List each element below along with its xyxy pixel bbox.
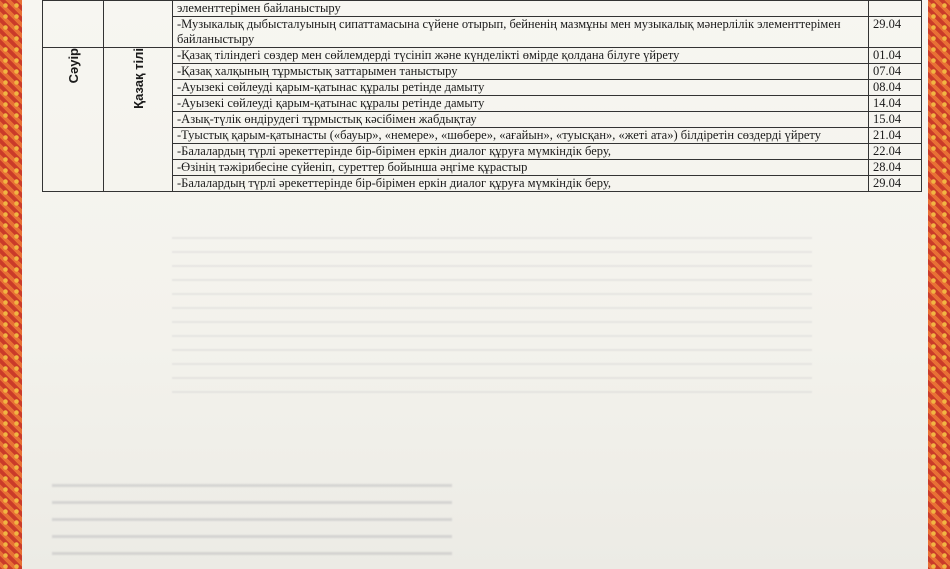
bleed-through-text — [172, 225, 812, 405]
date-cell — [869, 1, 922, 17]
topic-cell: -Қазақ тіліндегі сөздер мен сөйлемдерді түсініп және күнделікті өмірде қолдана білуге үйрету — [173, 48, 869, 64]
month-cell-prev — [43, 1, 104, 48]
subject-cell-prev — [104, 1, 173, 48]
table-row — [43, 1, 922, 17]
date-cell: 21.04 — [869, 128, 922, 144]
topic-cell: -Қазақ халқының тұрмыстық заттарымен таныстыру — [173, 64, 869, 80]
table-row — [43, 160, 922, 176]
table-row — [43, 128, 922, 144]
topic-cell: -Ауызекі сөйлеуді қарым-қатынас құралы ретінде дамыту — [173, 96, 869, 112]
date-cell: 01.04 — [869, 48, 922, 64]
table-row — [43, 48, 922, 64]
topic-cell: -Азық-түлік өндірудегі тұрмыстық кәсібімен жабдықтау — [173, 112, 869, 128]
table-row — [43, 96, 922, 112]
table-row — [43, 144, 922, 160]
table-row — [43, 80, 922, 96]
topic-cell: -Өзінің тәжірибесіне сүйеніп, суреттер бойынша әңгіме құрастыр — [173, 160, 869, 176]
date-cell: 15.04 — [869, 112, 922, 128]
topic-cell: элементтерімен байланыстыру — [173, 1, 869, 17]
topic-cell: -Музыкалық дыбысталуының сипаттамасына сүйене отырып, бейненің мазмұны мен музыкалық мәнерлілік элементтерімен байланыстыру — [173, 17, 869, 48]
lesson-plan-table — [42, 0, 922, 192]
date-cell: 29.04 — [869, 176, 922, 192]
date-cell: 07.04 — [869, 64, 922, 80]
topic-cell: -Ауызекі сөйлеуді қарым-қатынас құралы ретінде дамыту — [173, 80, 869, 96]
subject-label: Қазақ тілі — [130, 48, 146, 109]
month-label: Сәуір — [65, 48, 81, 84]
topic-cell: -Туыстық қарым-қатынасты («бауыр», «немере», «шөбере», «ағайын», «туысқан», «жеті ата») білдіретін сөздерді үйрету — [173, 128, 869, 144]
date-cell: 22.04 — [869, 144, 922, 160]
table-row — [43, 176, 922, 192]
table-row — [43, 112, 922, 128]
subject-cell — [104, 48, 173, 192]
month-cell — [43, 48, 104, 192]
date-cell: 14.04 — [869, 96, 922, 112]
decorative-border-left — [0, 0, 22, 569]
topic-cell: -Балалардың түрлі әрекеттерінде бір-бірімен еркін диалог құруға мүмкіндік беру, — [173, 144, 869, 160]
date-cell: 08.04 — [869, 80, 922, 96]
date-cell: 28.04 — [869, 160, 922, 176]
decorative-border-right — [928, 0, 950, 569]
document-page — [22, 0, 928, 569]
table-row — [43, 64, 922, 80]
date-cell: 29.04 — [869, 17, 922, 48]
table-row — [43, 17, 922, 48]
topic-cell: -Балалардың түрлі әрекеттерінде бір-бірімен еркін диалог құруға мүмкіндік беру, — [173, 176, 869, 192]
bleed-through-text-lower — [52, 470, 452, 555]
